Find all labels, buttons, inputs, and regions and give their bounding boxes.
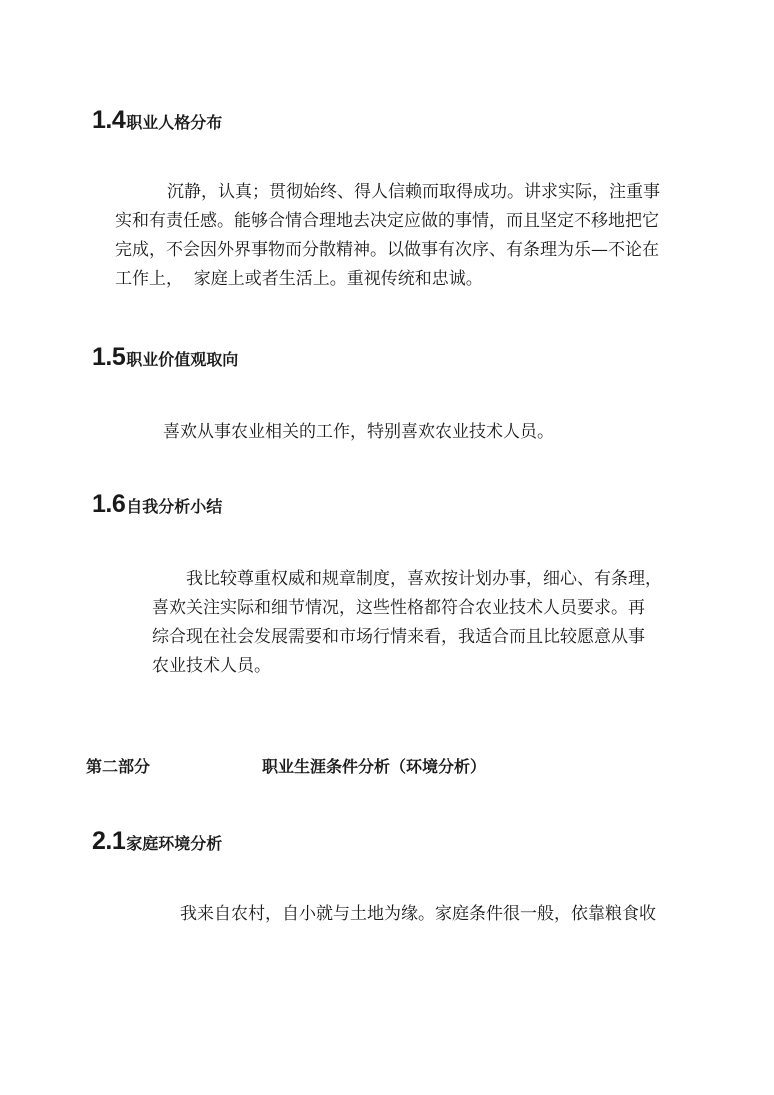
- paragraph-line: 喜欢从事农业相关的工作，特别喜欢农业技术人员。: [163, 422, 554, 442]
- section-title: 家庭环境分析: [126, 834, 223, 853]
- part-label: 第二部分: [86, 757, 151, 776]
- paragraph-line: 工作上， 家庭上或者生活上。重视传统和忠诚。: [115, 269, 483, 289]
- paragraph-line: 农业技术人员。: [152, 656, 271, 676]
- paragraph-line: 实和有责任感。能够合情合理地去决定应做的事情，而且坚定不移地把它: [115, 211, 659, 231]
- section-title: 自我分析小结: [126, 497, 223, 516]
- section-paragraph-1-4: [115, 178, 660, 294]
- section-number: 2.1: [92, 827, 126, 855]
- section-heading-1-4: [92, 106, 222, 135]
- section-title: 职业人格分布: [126, 113, 223, 132]
- section-heading-1-5: [92, 343, 238, 372]
- paragraph-line: 我来自农村，自小就与土地为缘。家庭条件很一般，依靠粮食收: [180, 904, 656, 924]
- section-paragraph-1-5: [163, 418, 554, 447]
- paragraph-line: 完成，不会因外界事物而分散精神。以做事有次序、有条理为乐—不论在: [115, 240, 659, 260]
- paragraph-line: 我比较尊重权威和规章制度，喜欢按计划办事，细心、有条理，: [186, 569, 662, 589]
- paragraph-line: 综合现在社会发展需要和市场行情来看，我适合而且比较愿意从事: [152, 627, 645, 647]
- section-paragraph-2-1: [180, 900, 656, 929]
- section-number: 1.6: [92, 490, 126, 518]
- part-title: 职业生涯条件分析（环境分析）: [262, 757, 487, 776]
- section-heading-2-1: [92, 827, 222, 856]
- section-title: 职业价值观取向: [126, 350, 239, 369]
- section-heading-1-6: [92, 490, 222, 519]
- paragraph-line: 沉静，认真；贯彻始终、得人信赖而取得成功。讲求实际，注重事: [167, 182, 660, 202]
- section-number: 1.4: [92, 106, 126, 134]
- paragraph-line: 喜欢关注实际和细节情况，这些性格都符合农业技术人员要求。再: [152, 598, 645, 618]
- section-number: 1.5: [92, 343, 126, 371]
- section-paragraph-1-6: [152, 565, 662, 681]
